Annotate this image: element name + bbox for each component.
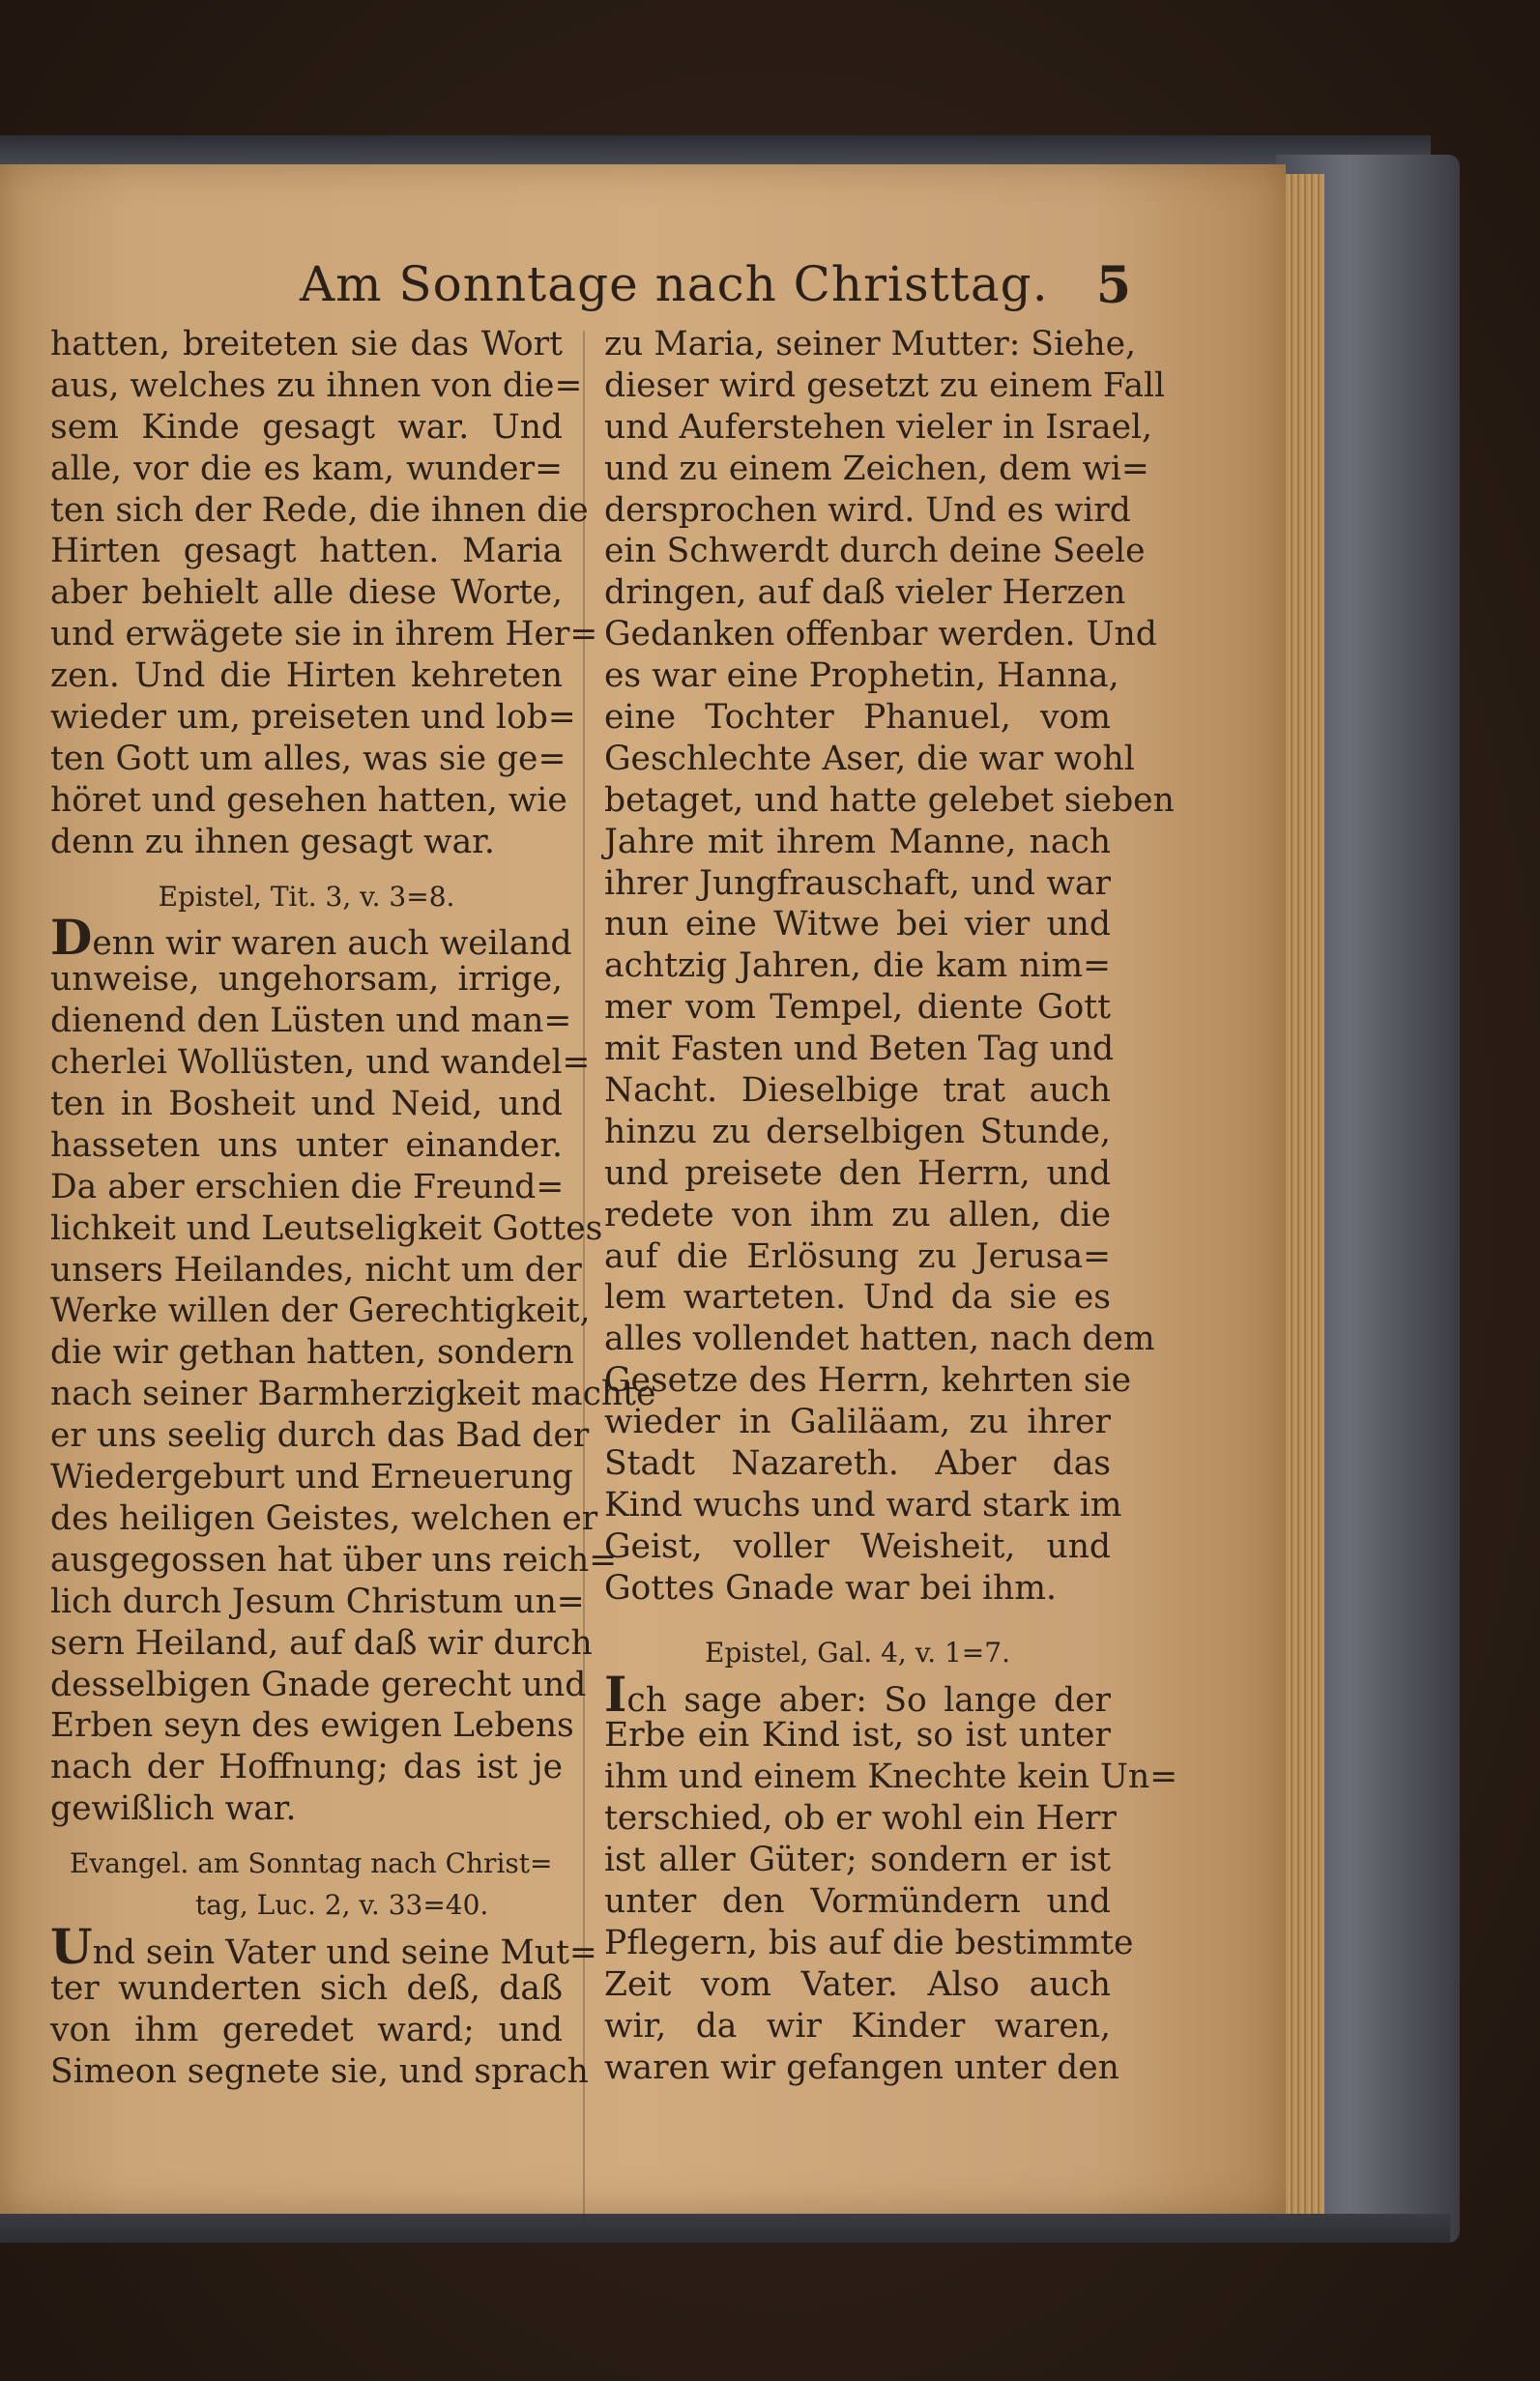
- text-line: dringen, auf daß vieler Herzen: [604, 573, 1126, 613]
- text-line: Pflegern, bis auf die bestimmte: [604, 1923, 1134, 1962]
- text-line: hasseten uns unter einander.: [50, 1125, 563, 1165]
- text-line: dienend den Lüsten und man=: [50, 1002, 572, 1041]
- drop-cap: U: [50, 1917, 93, 1975]
- text-line: Erbe ein Kind ist, so ist unter: [604, 1716, 1111, 1756]
- drop-cap: I: [604, 1665, 627, 1723]
- text-line: dersprochen wird. Und es wird: [604, 490, 1131, 530]
- text-line: lem warteten. Und da sie es: [604, 1278, 1111, 1318]
- text-line: ausgegossen hat über uns reich=: [50, 1540, 618, 1580]
- text-line: die wir gethan hatten, sondern: [50, 1333, 574, 1373]
- text-line: ten sich der Rede, die ihnen die: [50, 490, 589, 530]
- text-line-first: [50, 1917, 597, 1975]
- book-cover-bottom-edge: [0, 2214, 1450, 2243]
- text-line: dieser wird gesetzt zu einem Fall: [604, 365, 1166, 405]
- text-line: waren wir gefangen unter den: [604, 2047, 1119, 2087]
- drop-cap: D: [50, 909, 93, 967]
- text-line: ist aller Güter; sondern er ist: [604, 1841, 1111, 1880]
- text-line: Gesetze des Herrn, kehrten sie: [604, 1361, 1131, 1401]
- text-line: Wiedergeburt und Erneuerung: [50, 1458, 573, 1497]
- text-line: unweise, ungehorsam, irrige,: [50, 960, 563, 1000]
- section-heading-gospel: Evangel. am Sonntag nach Christ=: [70, 1847, 553, 1880]
- text-line: zu Maria, seiner Mutter: Siehe,: [604, 325, 1136, 363]
- text-line-rest: nd sein Vater und seine Mut=: [92, 1932, 597, 1972]
- text-line: ihm und einem Knechte kein Un=: [604, 1757, 1178, 1797]
- text-line: cherlei Wollüsten, und wandel=: [50, 1043, 591, 1083]
- text-line: Zeit vom Vater. Also auch: [604, 1964, 1111, 2004]
- text-line: Gedanken offenbar werden. Und: [604, 615, 1157, 654]
- text-line: mer vom Tempel, diente Gott: [604, 988, 1111, 1028]
- text-line: Erben seyn des ewigen Lebens: [50, 1706, 574, 1746]
- text-line: aus, welches zu ihnen von die=: [50, 365, 583, 405]
- text-line: des heiligen Geistes, welchen er: [50, 1498, 598, 1538]
- text-line: er uns seelig durch das Bad der: [50, 1416, 590, 1456]
- text-line: eine Tochter Phanuel, vom: [604, 698, 1111, 738]
- text-line-first: [604, 1665, 1111, 1723]
- text-line-rest: ch sage aber: So lange der: [626, 1680, 1111, 1720]
- text-line: redete von ihm zu allen, die: [604, 1195, 1111, 1234]
- text-line: achtzig Jahren, die kam nim=: [604, 946, 1111, 986]
- text-line: es war eine Prophetin, Hanna,: [604, 656, 1119, 696]
- text-line: Stadt Nazareth. Aber das: [604, 1444, 1111, 1484]
- running-header: [300, 256, 1131, 324]
- text-line: Werke willen der Gerechtigkeit,: [50, 1292, 591, 1331]
- text-line: sern Heiland, auf daß wir durch: [50, 1623, 593, 1663]
- text-line: und zu einem Zeichen, dem wi=: [604, 449, 1149, 488]
- text-line: wieder in Galiläam, zu ihrer: [604, 1403, 1111, 1442]
- left-column: [50, 324, 656, 2092]
- text-line: Hirten gesagt hatten. Maria: [50, 532, 563, 571]
- text-line: betaget, und hatte gelebet sieben: [604, 780, 1175, 820]
- section-heading-epistle: Epistel, Gal. 4, v. 1=7.: [705, 1636, 1010, 1669]
- text-line: auf die Erlösung zu Jerusa=: [604, 1236, 1111, 1276]
- text-line: hinzu zu derselbigen Stunde,: [604, 1112, 1111, 1151]
- text-line: nach der Hoffnung; das ist je: [50, 1748, 563, 1787]
- section-heading-gospel-cont: tag, Luc. 2, v. 33=40.: [195, 1888, 489, 1921]
- text-line: von ihm geredet ward; und: [50, 2010, 563, 2049]
- text-line: hatten, breiteten sie das Wort: [50, 325, 563, 363]
- text-line-first: [50, 909, 572, 967]
- text-line: zen. Und die Hirten kehreten: [50, 656, 563, 696]
- text-line: ein Schwerdt durch deine Seele: [604, 532, 1146, 571]
- text-line: nach seiner Barmherzigkeit machte: [50, 1375, 656, 1414]
- page-number: 5: [1095, 256, 1131, 315]
- text-line: Simeon segnete sie, und sprach: [50, 2051, 589, 2091]
- section-heading-epistle: Epistel, Tit. 3, v. 3=8.: [158, 880, 455, 913]
- text-line: und preisete den Herrn, und: [604, 1153, 1111, 1193]
- text-line: desselbigen Gnade gerecht und: [50, 1665, 587, 1704]
- text-line: ten Gott um alles, was sie ge=: [50, 739, 567, 778]
- text-line: und erwägete sie in ihrem Her=: [50, 615, 598, 654]
- text-line: Kind wuchs und ward stark im: [604, 1485, 1122, 1524]
- text-line: wieder um, preiseten und lob=: [50, 698, 576, 738]
- text-line: sem Kinde gesagt war. Und: [50, 407, 563, 447]
- text-line: ten in Bosheit und Neid, und: [50, 1085, 563, 1124]
- text-line: nun eine Witwe bei vier und: [604, 905, 1111, 944]
- text-line: terschied, ob er wohl ein Herr: [604, 1799, 1117, 1839]
- running-header-title: Am Sonntage nach Christtag.: [300, 256, 1049, 312]
- text-line: lichkeit und Leutseligkeit Gottes: [50, 1208, 603, 1248]
- text-line: Nacht. Dieselbige trat auch: [604, 1071, 1111, 1111]
- right-column: [604, 324, 1178, 2088]
- text-line: mit Fasten und Beten Tag und: [604, 1030, 1115, 1069]
- text-line: unter den Vormündern und: [604, 1881, 1111, 1921]
- text-line: lich durch Jesum Christum un=: [50, 1582, 585, 1621]
- text-line: und Auferstehen vieler in Israel,: [604, 407, 1152, 447]
- text-line: ihrer Jungfrauschaft, und war: [604, 863, 1111, 903]
- text-line: Da aber erschien die Freund=: [50, 1167, 565, 1206]
- text-line: alle, vor die es kam, wunder=: [50, 449, 563, 488]
- text-line: Gottes Gnade war bei ihm.: [604, 1568, 1057, 1608]
- text-line: höret und gesehen hatten, wie: [50, 780, 567, 820]
- text-line: denn zu ihnen gesagt war.: [50, 822, 495, 861]
- text-line: Geschlechte Aser, die war wohl: [604, 739, 1135, 778]
- text-line: Geist, voller Weisheit, und: [604, 1526, 1111, 1566]
- text-line-rest: enn wir waren auch weiland: [92, 924, 572, 964]
- text-line: Jahre mit ihrem Manne, nach: [604, 822, 1111, 861]
- book-page: [0, 164, 1286, 2214]
- text-line: wir, da wir Kinder waren,: [604, 2006, 1111, 2046]
- text-line: ter wunderten sich deß, daß: [50, 1968, 563, 2008]
- text-line: gewißlich war.: [50, 1789, 297, 1829]
- text-line: unsers Heilandes, nicht um der: [50, 1250, 582, 1290]
- text-line: alles vollendet hatten, nach dem: [604, 1320, 1155, 1359]
- text-line: aber behielt alle diese Worte,: [50, 573, 563, 613]
